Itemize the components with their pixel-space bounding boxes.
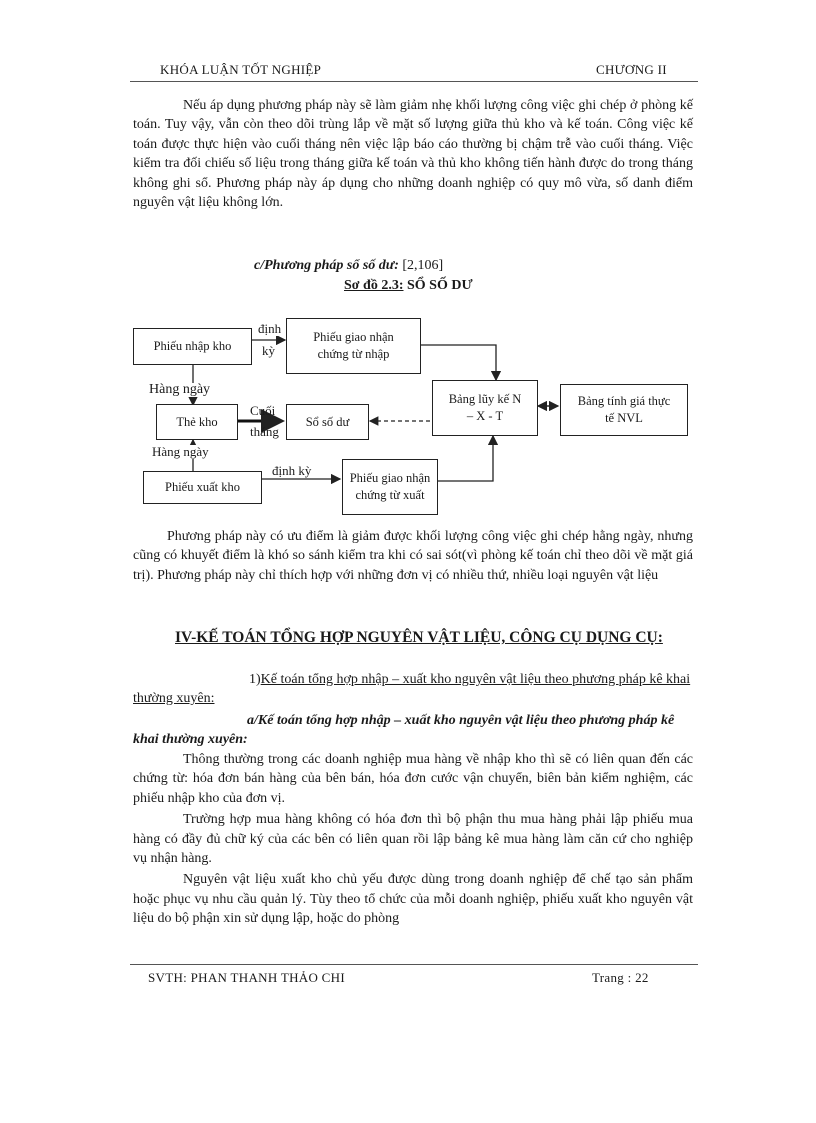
subsection-number: 1): [249, 672, 261, 687]
footer-author: SVTH: PHAN THANH THẢO CHI: [148, 970, 345, 985]
intro-paragraph: Nếu áp dụng phương pháp này sẽ làm giảm nhẹ khối lượng công việc ghi chép ở phòng kế toán. Tuy vậy, vẫn còn theo dõi trùng lắp về mặt số lượng giữa thủ kho và kế toán. Công việc kế toán được thực hiện vào cuối tháng nên việc lập báo cáo thường bị chậm trễ vào cuối tháng. Việc kiểm tra đối chiếu số liệu trong tháng giữa kế toán và thủ kho không tiến hành được do trong tháng không ghi sổ. Phương pháp này áp dụng cho những doanh nghiệp có quy mô vừa, số danh điểm nguyên vật liệu không lớn.: [133, 98, 693, 211]
box-phieu-giao-nhan-xuat: Phiếu giao nhận chứng từ xuất: [342, 459, 438, 515]
footer-rule: [130, 964, 698, 965]
box-phieu-xuat-kho: Phiếu xuất kho: [143, 471, 262, 504]
arrow-giaonhan-to-luyke: [421, 345, 496, 380]
label-hang-ngay-bottom: Hàng ngày: [152, 444, 209, 459]
diagram-caption-title: SỔ SỐ DƯ: [403, 278, 473, 293]
label-dinh-ky-top-1: định: [258, 321, 282, 336]
diagram-caption-prefix: Sơ đồ 2.3:: [344, 278, 404, 293]
label-dinh-ky-bottom: định kỳ: [272, 463, 312, 478]
arrow-giaonhanxuat-to-luyke: [438, 436, 493, 481]
body-paragraph-1: Thông thường trong các doanh nghiệp mua hàng về nhập kho thì sẽ có liên quan đến các chứng từ: hóa đơn bán hàng của bên bán, hóa đơn cước vận chuyển, biên bản kiểm nghiệm, các phiếu nhập kho của đơn vị.: [133, 752, 693, 806]
evaluation-paragraph: Phương pháp này có ưu điểm là giảm được khối lượng công việc ghi chép hằng ngày, nhưng cũng có khuyết điểm là khó so sánh kiểm tra khi có sai sót(vì phòng kế toán chỉ theo dõi về mặt giá trị). Phương pháp này chỉ thích hợp với những đơn vị có nhiều thứ, nhiều loại nguyên vật liệu: [133, 529, 693, 583]
diagram-caption: [344, 278, 473, 294]
body-paragraph-3: Nguyên vật liệu xuất kho chủ yếu được dùng trong doanh nghiệp để chế tạo sản phẩm hoặc phục vụ nhu cầu quản lý. Tùy theo tổ chức của mỗi doanh nghiệp, phiếu xuất kho nguyên vật liệu do bộ phận xin sử dụng lập, hoặc do phòng: [133, 872, 693, 927]
body-paragraphs: [133, 750, 693, 929]
header-title: KHÓA LUẬN TỐT NGHIỆP: [160, 62, 322, 77]
footer-page-number: Trang : 22: [592, 970, 649, 985]
box-so-so-du: Sổ số dư: [286, 404, 369, 440]
body-paragraph-2: Trường hợp mua hàng không có hóa đơn thì bộ phận thu mua hàng phải lập phiếu mua hàng có đầy đủ chữ ký của các bên có liên quan rồi lập bảng kê mua hàng làm căn cứ cho nghiệp vụ nhận hàng.: [133, 812, 693, 867]
section-heading: IV-KẾ TOÁN TỔNG HỢP NGUYÊN VẬT LIỆU, CÔNG CỤ DỤNG CỤ:: [175, 629, 663, 646]
header-rule: [130, 81, 698, 82]
header-chapter: CHƯƠNG II: [596, 62, 667, 77]
label-dinh-ky-top-2: kỳ: [262, 343, 275, 358]
method-heading: [254, 258, 443, 274]
label-hang-ngay-top: Hàng ngày: [149, 382, 211, 397]
label-cuoi: Cuối: [250, 403, 276, 418]
method-ref: [2,106]: [398, 258, 444, 273]
label-thang: tháng: [250, 424, 279, 439]
box-phieu-nhap-kho: Phiếu nhập kho: [133, 328, 252, 365]
method-title: c/Phương pháp sổ số dư:: [254, 258, 399, 273]
box-phieu-giao-nhan-nhap: Phiếu giao nhận chứng từ nhập: [286, 318, 421, 374]
box-bang-tinh-gia: Bảng tính giá thực tế NVL: [560, 384, 688, 436]
box-the-kho: Thẻ kho: [156, 404, 238, 440]
box-bang-luy-ke: Bảng lũy kế N – X - T: [432, 380, 538, 436]
subsection-heading: [133, 670, 693, 708]
subsubsection-heading: a/Kế toán tổng hợp nhập – xuất kho nguyên vật liệu theo phương pháp kê khai thường xuyên:: [133, 713, 675, 747]
subsection-title: Kế toán tổng hợp nhập – xuất kho nguyên vật liệu theo phương pháp kê khai thường xuyên:: [133, 672, 691, 706]
